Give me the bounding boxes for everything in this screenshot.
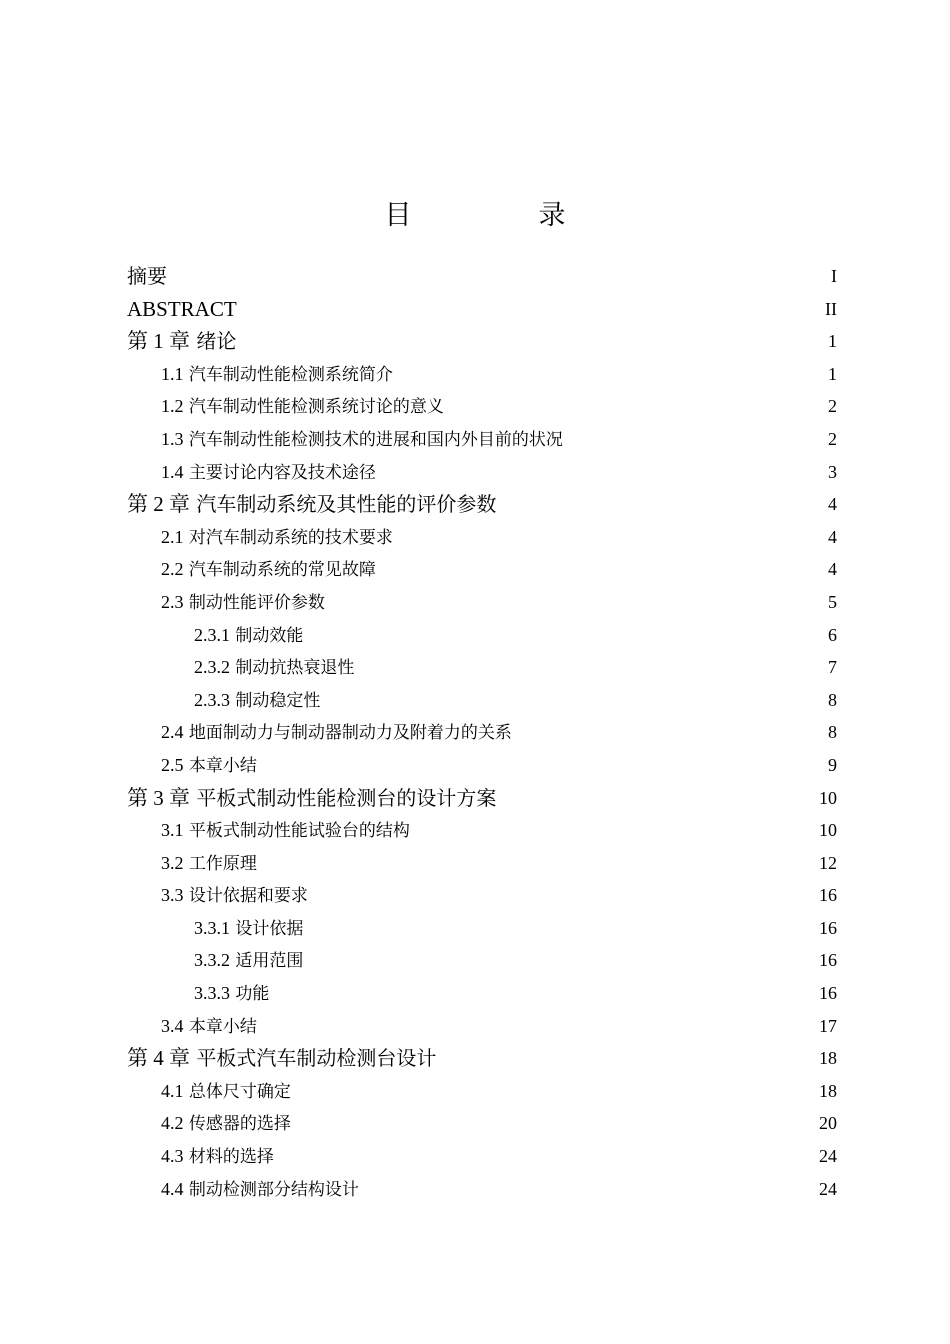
- toc-entry-number: 4.3: [161, 1146, 184, 1167]
- toc-entry-label: [161, 1010, 257, 1044]
- toc-entry[interactable]: [127, 1010, 837, 1043]
- toc-entry-page-number: 1: [828, 363, 837, 384]
- toc-entry[interactable]: [127, 782, 837, 815]
- toc-entry[interactable]: [127, 749, 837, 782]
- toc-entry-text: 主要讨论内容及技术途径: [183, 462, 376, 483]
- toc-entry[interactable]: [127, 358, 837, 391]
- toc-entry-text: 平板式汽车制动检测台设计: [190, 1046, 437, 1071]
- toc-entry-text: 总体尺寸确定: [183, 1081, 291, 1102]
- toc-entry[interactable]: [127, 651, 837, 684]
- toc-entry-text: 平板式制动性能检测台的设计方案: [190, 785, 497, 810]
- toc-entry-text: 本章小结: [183, 755, 257, 776]
- toc-title: 目 录: [384, 200, 616, 231]
- toc-entry-text: 绪论: [190, 329, 237, 354]
- toc-entry-number: 3.4: [161, 1015, 184, 1036]
- toc-entry-number: 1.2: [161, 396, 184, 417]
- toc-entry[interactable]: [127, 716, 837, 749]
- toc-entry[interactable]: [127, 553, 837, 586]
- toc-entry-number: 2.3: [161, 591, 184, 612]
- toc-entry-label: [161, 521, 393, 555]
- toc-entry-text: 功能: [230, 984, 270, 1005]
- toc-entry-page-number: 3: [828, 461, 837, 482]
- toc-entry-text: 汽车制动性能检测技术的进展和国内外目前的状况: [183, 429, 563, 450]
- toc-entry[interactable]: [127, 879, 837, 912]
- toc-entry-label: [127, 488, 496, 521]
- toc-entry[interactable]: [127, 260, 837, 293]
- toc-entry-text: 设计依据: [230, 918, 304, 939]
- toc-entry-label: [194, 651, 354, 685]
- toc-entry-page-number: 16: [819, 950, 837, 971]
- toc-entry-label: [161, 1107, 291, 1141]
- toc-entry-label: [194, 977, 269, 1011]
- toc-entry-number: 1.1: [161, 363, 184, 384]
- toc-entry-text: ABSTRACT: [127, 296, 237, 321]
- toc-entry-page-number: 16: [819, 917, 837, 938]
- toc-entry-text: 制动稳定性: [230, 690, 321, 711]
- toc-entry-number: 4.1: [161, 1080, 184, 1101]
- toc-entry-number: 3.3: [161, 885, 184, 906]
- toc-entry[interactable]: [127, 390, 837, 423]
- toc-entry-page-number: 6: [828, 624, 837, 645]
- toc-entry-page-number: 24: [819, 1146, 837, 1167]
- toc-entry-label: [161, 847, 257, 881]
- toc-entry-page-number: 20: [819, 1113, 837, 1134]
- toc-entry-number: 3.3.1: [194, 917, 230, 938]
- toc-entry-number: 1.4: [161, 461, 184, 482]
- toc-entry-page-number: 4: [828, 559, 837, 580]
- toc-entry[interactable]: [127, 1140, 837, 1173]
- toc-entry-label: [127, 782, 496, 815]
- toc-entry-label: [161, 879, 308, 913]
- toc-entry-label: [161, 553, 376, 587]
- toc-entry-label: [161, 358, 393, 392]
- toc-entry[interactable]: [127, 586, 837, 619]
- toc-entry-number: 1.3: [161, 428, 184, 449]
- toc-entry-label: [127, 1042, 436, 1075]
- toc-entry[interactable]: [127, 1107, 837, 1140]
- toc-entry-page-number: 16: [819, 983, 837, 1004]
- toc-entry-page-number: 5: [828, 591, 837, 612]
- toc-entry[interactable]: [127, 944, 837, 977]
- toc-entry-text: 汽车制动系统及其性能的评价参数: [190, 492, 497, 517]
- toc-entry-number: 3.2: [161, 852, 184, 873]
- toc-entry-label: [161, 1140, 274, 1174]
- toc-entry-label: [194, 912, 303, 946]
- toc-entry[interactable]: [127, 1042, 837, 1075]
- toc-entry-page-number: 4: [828, 494, 837, 515]
- toc-entry-label: [127, 325, 236, 358]
- toc-entry-number: 4.2: [161, 1113, 184, 1134]
- toc-entry-number: 2.2: [161, 559, 184, 580]
- toc-entry-text: 材料的选择: [183, 1147, 274, 1168]
- toc-entry-label: [161, 716, 512, 750]
- toc-entry-page-number: 10: [819, 820, 837, 841]
- toc-entry-page-number: 17: [819, 1015, 837, 1036]
- toc-entry[interactable]: [127, 456, 837, 489]
- toc-entry[interactable]: [127, 912, 837, 945]
- toc-entry-number: 第 4 章: [127, 1046, 190, 1071]
- toc-entry-label: [161, 1173, 359, 1207]
- toc-entry-number: 2.4: [161, 722, 184, 743]
- toc-entry-page-number: 7: [828, 657, 837, 678]
- toc-entry-page-number: 8: [828, 722, 837, 743]
- toc-entry-page-number: 10: [819, 787, 837, 808]
- toc-entry-label: [194, 619, 303, 653]
- toc-entry-number: 3.3.2: [194, 950, 230, 971]
- toc-entry-number: 2.3.3: [194, 689, 230, 710]
- toc-entry-text: 制动抗热衰退性: [230, 658, 355, 679]
- toc-entry[interactable]: [127, 293, 837, 326]
- toc-entry[interactable]: [127, 619, 837, 652]
- toc-entry-number: 2.3.2: [194, 657, 230, 678]
- toc-entry-page-number: 16: [819, 885, 837, 906]
- toc-entry-label: [161, 749, 257, 783]
- toc-entry-page-number: 2: [828, 428, 837, 449]
- toc-entry-page-number: 2: [828, 396, 837, 417]
- toc-entry-page-number: 8: [828, 689, 837, 710]
- toc-entry-label: [161, 586, 325, 620]
- toc-entry-page-number: 9: [828, 754, 837, 775]
- toc-entry[interactable]: [127, 423, 837, 456]
- toc-entry-text: 制动性能评价参数: [183, 592, 325, 613]
- toc-list: [127, 260, 837, 1205]
- toc-entry-text: 地面制动力与制动器制动力及附着力的关系: [183, 723, 512, 744]
- toc-entry-text: 平板式制动性能试验台的结构: [183, 821, 410, 842]
- toc-entry-label: [161, 814, 410, 848]
- toc-entry-page-number: I: [831, 266, 837, 286]
- toc-entry-page-number: 24: [819, 1178, 837, 1199]
- toc-entry-text: 传感器的选择: [183, 1114, 291, 1135]
- toc-entry-text: 对汽车制动系统的技术要求: [183, 527, 393, 548]
- toc-entry-page-number: 1: [828, 331, 837, 352]
- toc-entry-text: 汽车制动性能检测系统简介: [183, 364, 393, 385]
- toc-entry-page-number: 18: [819, 1080, 837, 1101]
- toc-entry-page-number: II: [825, 298, 837, 319]
- toc-entry-number: 4.4: [161, 1178, 184, 1199]
- toc-entry-text: 汽车制动性能检测系统讨论的意义: [183, 397, 444, 418]
- toc-entry-number: 2.5: [161, 754, 184, 775]
- toc-entry-text: 摘要: [127, 264, 167, 288]
- toc-entry-number: 第 2 章: [127, 492, 190, 517]
- toc-entry-text: 制动效能: [230, 625, 304, 646]
- toc-entry[interactable]: [127, 1075, 837, 1108]
- toc-entry-number: 第 3 章: [127, 785, 190, 810]
- toc-entry-label: [194, 684, 320, 718]
- toc-entry-text: 制动检测部分结构设计: [183, 1179, 359, 1200]
- toc-entry-number: 3.3.3: [194, 983, 230, 1004]
- toc-entry-number: 3.1: [161, 820, 184, 841]
- toc-entry-number: 2.1: [161, 526, 184, 547]
- toc-entry-label: [194, 944, 303, 978]
- toc-entry-label: [161, 456, 376, 490]
- toc-entry-page-number: 18: [819, 1048, 837, 1069]
- toc-entry-number: 第 1 章: [127, 329, 190, 354]
- toc-entry-label: [127, 260, 167, 293]
- toc-entry-text: 本章小结: [183, 1016, 257, 1037]
- toc-entry-page-number: 12: [819, 852, 837, 873]
- toc-entry[interactable]: [127, 1173, 837, 1206]
- toc-entry-text: 工作原理: [183, 853, 257, 874]
- toc-entry-label: [161, 390, 444, 424]
- toc-entry[interactable]: [127, 325, 837, 358]
- toc-entry-text: 汽车制动系统的常见故障: [183, 560, 376, 581]
- toc-entry[interactable]: [127, 521, 837, 554]
- toc-entry[interactable]: [127, 488, 837, 521]
- toc-entry-text: 设计依据和要求: [183, 886, 308, 907]
- toc-entry-label: [161, 423, 563, 457]
- toc-entry-number: 2.3.1: [194, 624, 230, 645]
- toc-entry-label: [127, 293, 237, 326]
- toc-entry[interactable]: [127, 847, 837, 880]
- toc-entry[interactable]: [127, 977, 837, 1010]
- toc-entry-text: 适用范围: [230, 951, 304, 972]
- toc-entry[interactable]: [127, 814, 837, 847]
- toc-entry-label: [161, 1075, 291, 1109]
- toc-entry-page-number: 4: [828, 526, 837, 547]
- toc-entry[interactable]: [127, 684, 837, 717]
